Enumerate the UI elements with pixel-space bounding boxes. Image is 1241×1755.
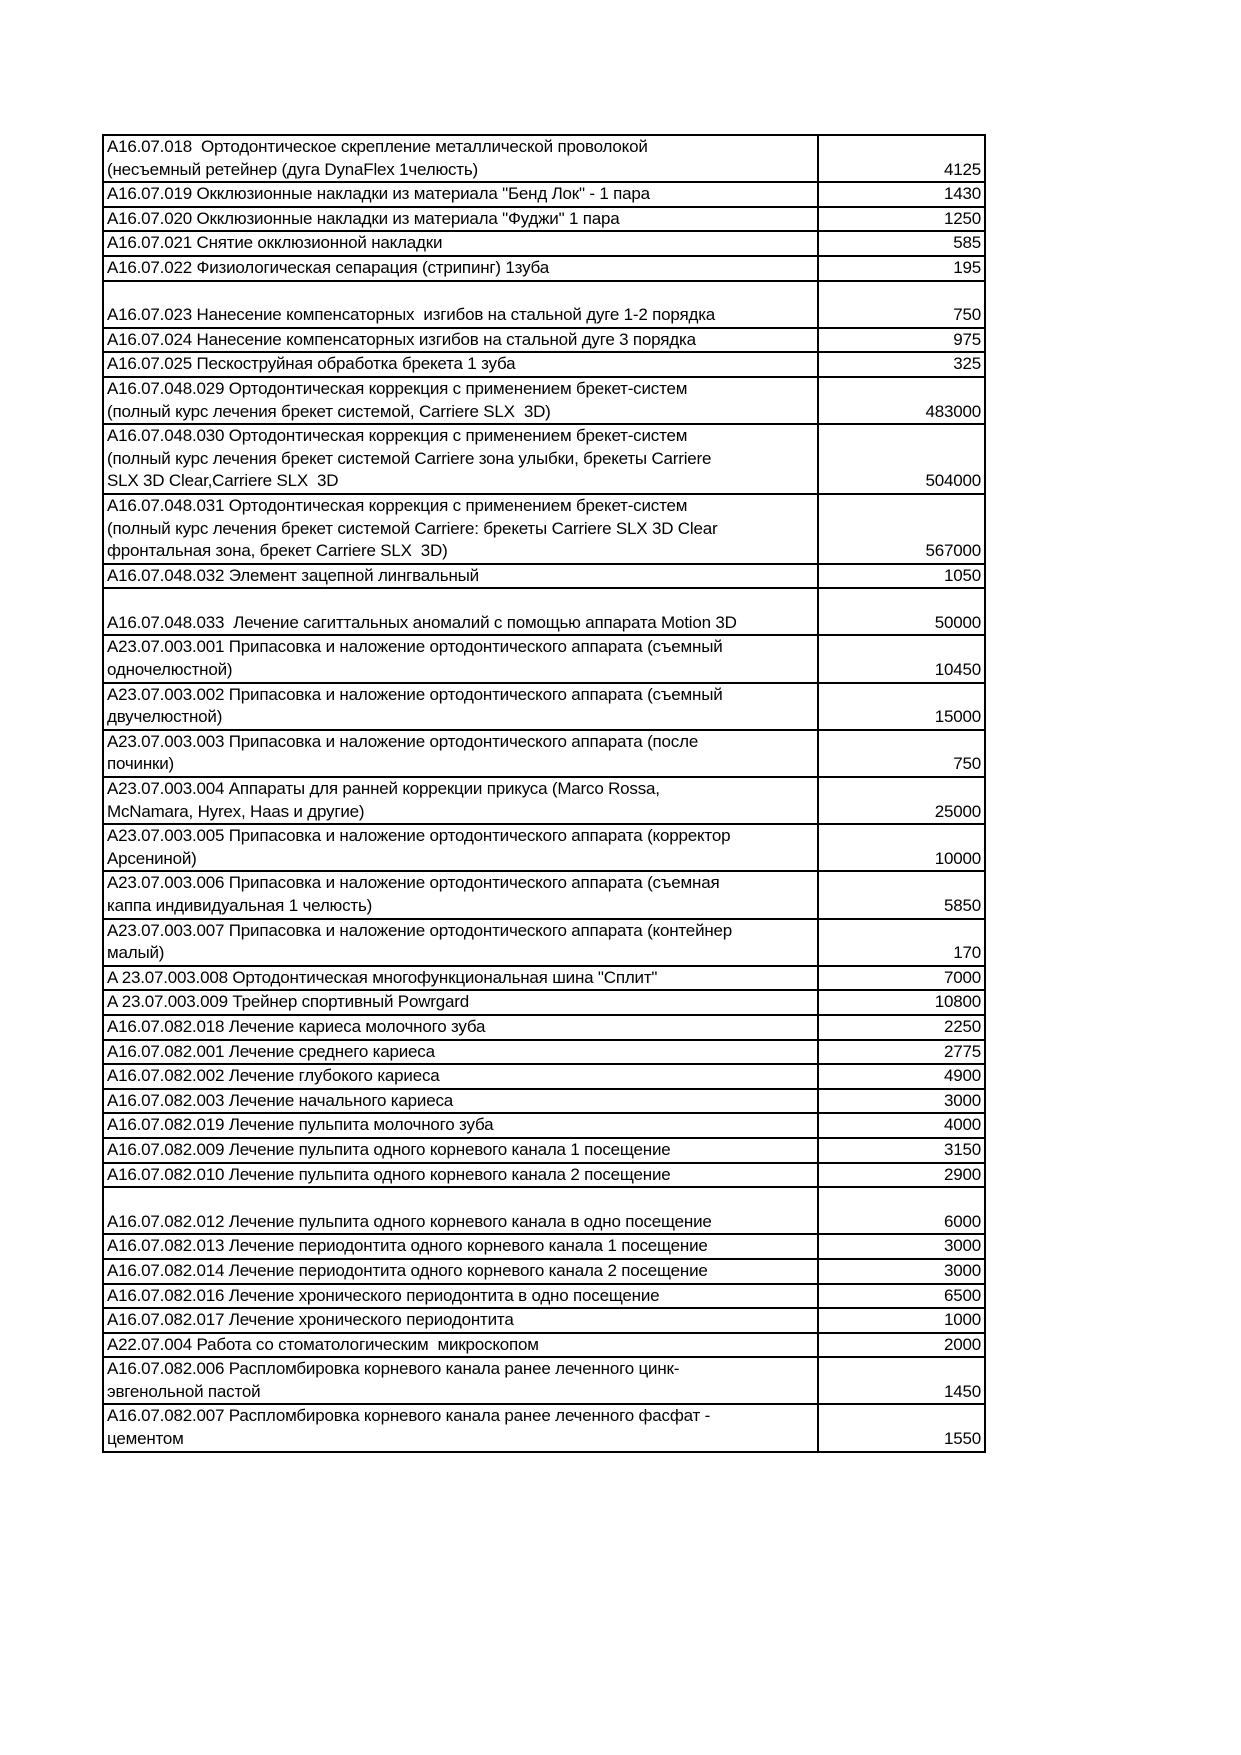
table-row bbox=[103, 231, 985, 256]
service-description-line: A16.07.082.017 Лечение хронического периодонтита bbox=[107, 1310, 514, 1330]
service-description-line: (полный курс лечения брекет системой, Carriere SLX 3D) bbox=[107, 401, 551, 421]
service-description-cell bbox=[103, 1259, 818, 1284]
service-description-cell bbox=[103, 1113, 818, 1138]
table-row bbox=[103, 1064, 985, 1089]
table-row bbox=[103, 1015, 985, 1040]
service-description-cell bbox=[103, 256, 818, 281]
table-row bbox=[103, 824, 985, 871]
price-cell: 15000 bbox=[818, 683, 985, 730]
service-description-cell bbox=[103, 281, 818, 328]
price-cell: 4000 bbox=[818, 1113, 985, 1138]
service-description-cell bbox=[103, 1015, 818, 1040]
service-description-line: A16.07.022 Физиологическая сепарация (стрипинг) 1зуба bbox=[107, 257, 549, 277]
price-cell: 50000 bbox=[818, 588, 985, 635]
service-description-line: починки) bbox=[107, 754, 175, 774]
service-description-line: A23.07.003.004 Аппараты для ранней коррекции прикуса (Marco Rossa, bbox=[107, 779, 660, 799]
service-description-cell bbox=[103, 564, 818, 589]
price-cell: 4900 bbox=[818, 1064, 985, 1089]
price-cell: 1000 bbox=[818, 1308, 985, 1333]
service-description-cell bbox=[103, 135, 818, 182]
price-cell: 3000 bbox=[818, 1234, 985, 1259]
table-row bbox=[103, 1187, 985, 1234]
service-description-line: (несъемный ретейнер (дуга DynaFlex 1челюсть) bbox=[107, 159, 478, 179]
service-description-cell bbox=[103, 1333, 818, 1358]
service-description-cell bbox=[103, 777, 818, 824]
service-description-line: A23.07.003.002 Припасовка и наложение ортодонтического аппарата (съемный bbox=[107, 684, 723, 704]
service-description-cell bbox=[103, 1163, 818, 1188]
table-row bbox=[103, 1284, 985, 1309]
service-description-cell bbox=[103, 1138, 818, 1163]
service-description-line: A16.07.082.002 Лечение глубокого кариеса bbox=[107, 1066, 440, 1086]
service-description-line: A22.07.004 Работа со стоматологическим микроскопом bbox=[107, 1334, 539, 1354]
price-list-table bbox=[102, 134, 986, 1453]
table-row bbox=[103, 1357, 985, 1404]
table-row bbox=[103, 281, 985, 328]
table-row bbox=[103, 1308, 985, 1333]
table-row bbox=[103, 494, 985, 564]
service-description-line: A16.07.082.006 Распломбировка корневого канала ранее леченного цинк- bbox=[107, 1359, 680, 1379]
table-row bbox=[103, 1089, 985, 1114]
service-description-line: A16.07.048.030 Ортодонтическая коррекция с применением брекет-систем bbox=[107, 426, 688, 446]
table-row bbox=[103, 1138, 985, 1163]
price-cell: 4125 bbox=[818, 135, 985, 182]
blank-line bbox=[107, 1188, 814, 1211]
price-cell: 750 bbox=[818, 281, 985, 328]
table-row bbox=[103, 871, 985, 918]
service-description-line: A23.07.003.001 Припасовка и наложение ортодонтического аппарата (съемный bbox=[107, 637, 723, 657]
table-row bbox=[103, 377, 985, 424]
service-description-line: A16.07.048.033 Лечение сагиттальных аномалий с помощью аппарата Motion 3D bbox=[107, 612, 737, 632]
table-row bbox=[103, 1234, 985, 1259]
table-row bbox=[103, 1333, 985, 1358]
price-cell: 504000 bbox=[818, 424, 985, 494]
price-cell: 483000 bbox=[818, 377, 985, 424]
service-description-line: A23.07.003.006 Припасовка и наложение ортодонтического аппарата (съемная bbox=[107, 873, 720, 893]
service-description-line: McNamara, Hyrex, Haas и другие) bbox=[107, 801, 365, 821]
price-cell: 6500 bbox=[818, 1284, 985, 1309]
blank-line bbox=[107, 282, 814, 305]
service-description-line: цементом bbox=[107, 1429, 184, 1449]
service-description-cell bbox=[103, 1089, 818, 1114]
price-cell: 10450 bbox=[818, 635, 985, 682]
service-description-line: малый) bbox=[107, 943, 165, 963]
price-cell: 585 bbox=[818, 231, 985, 256]
price-cell: 1050 bbox=[818, 564, 985, 589]
service-description-cell bbox=[103, 494, 818, 564]
service-description-cell bbox=[103, 182, 818, 207]
table-row bbox=[103, 730, 985, 777]
price-cell: 750 bbox=[818, 730, 985, 777]
service-description-line: A16.07.082.010 Лечение пульпита одного корневого канала 2 посещение bbox=[107, 1164, 671, 1184]
table-row bbox=[103, 564, 985, 589]
price-cell: 975 bbox=[818, 328, 985, 353]
table-row bbox=[103, 588, 985, 635]
service-description-line: A16.07.024 Нанесение компенсаторных изгибов на стальной дуге 3 порядка bbox=[107, 329, 696, 349]
service-description-line: A16.07.082.016 Лечение хронического периодонтита в одно посещение bbox=[107, 1285, 660, 1305]
service-description-line: A16.07.082.018 Лечение кариеса молочного зуба bbox=[107, 1016, 486, 1036]
table-row bbox=[103, 966, 985, 991]
service-description-line: SLX 3D Clear,Carriere SLX 3D bbox=[107, 471, 339, 491]
price-cell: 2250 bbox=[818, 1015, 985, 1040]
price-cell: 2000 bbox=[818, 1333, 985, 1358]
price-cell: 5850 bbox=[818, 871, 985, 918]
service-description-line: A16.07.082.009 Лечение пульпита одного корневого канала 1 посещение bbox=[107, 1139, 671, 1159]
table-row bbox=[103, 990, 985, 1015]
service-description-cell bbox=[103, 871, 818, 918]
service-description-line: A16.07.082.014 Лечение периодонтита одного корневого канала 2 посещение bbox=[107, 1260, 708, 1280]
service-description-line: (полный курс лечения брекет системой Carriere: брекеты Carriere SLX 3D Clear bbox=[107, 518, 718, 538]
service-description-line: A16.07.018 Ортодонтическое скрепление металлической проволокой bbox=[107, 137, 648, 156]
service-description-line: A16.07.082.012 Лечение пульпита одного корневого канала в одно посещение bbox=[107, 1211, 712, 1231]
price-cell: 7000 bbox=[818, 966, 985, 991]
price-cell: 10800 bbox=[818, 990, 985, 1015]
service-description-cell bbox=[103, 635, 818, 682]
service-description-line: двучелюстной) bbox=[107, 707, 223, 727]
service-description-line: каппа индивидуальная 1 челюсть) bbox=[107, 896, 373, 915]
service-description-line: A16.07.082.001 Лечение среднего кариеса bbox=[107, 1041, 435, 1061]
service-description-cell bbox=[103, 424, 818, 494]
service-description-line: (полный курс лечения брекет системой Carriere зона улыбки, брекеты Carriere bbox=[107, 448, 712, 468]
table-row bbox=[103, 1163, 985, 1188]
blank-line bbox=[107, 589, 814, 612]
table-row bbox=[103, 135, 985, 182]
table-row bbox=[103, 424, 985, 494]
service-description-line: A16.07.082.007 Распломбировка корневого канала ранее леченного фасфат - bbox=[107, 1406, 711, 1426]
table-row bbox=[103, 1040, 985, 1065]
service-description-line: A 23.07.003.008 Ортодонтическая многофункциональная шина "Сплит" bbox=[107, 967, 658, 987]
price-cell: 325 bbox=[818, 352, 985, 377]
service-description-cell bbox=[103, 683, 818, 730]
table-row bbox=[103, 1404, 985, 1451]
service-description-line: A16.07.021 Снятие окклюзионной накладки bbox=[107, 233, 443, 253]
service-description-line: A23.07.003.003 Припасовка и наложение ортодонтического аппарата (после bbox=[107, 731, 699, 751]
service-description-cell bbox=[103, 352, 818, 377]
service-description-cell bbox=[103, 1064, 818, 1089]
service-description-line: A16.07.020 Окклюзионные накладки из материала "Фуджи" 1 пара bbox=[107, 208, 620, 228]
service-description-cell bbox=[103, 1404, 818, 1451]
table-row bbox=[103, 256, 985, 281]
price-cell: 1430 bbox=[818, 182, 985, 207]
service-description-line: A16.07.048.029 Ортодонтическая коррекция с применением брекет-систем bbox=[107, 378, 688, 398]
service-description-line: A16.07.019 Окклюзионные накладки из материала "Бенд Лок" - 1 пара bbox=[107, 184, 650, 204]
price-cell: 2775 bbox=[818, 1040, 985, 1065]
price-cell: 1450 bbox=[818, 1357, 985, 1404]
service-description-line: A16.07.048.032 Элемент зацепной лингвальный bbox=[107, 565, 479, 585]
service-description-line: A23.07.003.007 Припасовка и наложение ортодонтического аппарата (контейнер bbox=[107, 920, 733, 940]
price-cell: 195 bbox=[818, 256, 985, 281]
service-description-cell bbox=[103, 1187, 818, 1234]
price-list-body bbox=[103, 135, 985, 1452]
service-description-line: A 23.07.003.009 Трейнер спортивный Powrgard bbox=[107, 992, 469, 1012]
price-cell: 170 bbox=[818, 919, 985, 966]
table-row bbox=[103, 328, 985, 353]
service-description-line: A16.07.082.019 Лечение пульпита молочного зуба bbox=[107, 1115, 494, 1135]
table-row bbox=[103, 919, 985, 966]
service-description-line: одночелюстной) bbox=[107, 660, 233, 680]
price-cell: 567000 bbox=[818, 494, 985, 564]
service-description-cell bbox=[103, 966, 818, 991]
service-description-cell bbox=[103, 1357, 818, 1404]
service-description-line: A16.07.048.031 Ортодонтическая коррекция с применением брекет-систем bbox=[107, 495, 688, 515]
price-cell: 6000 bbox=[818, 1187, 985, 1234]
table-row bbox=[103, 777, 985, 824]
price-cell: 1250 bbox=[818, 207, 985, 232]
service-description-cell bbox=[103, 377, 818, 424]
table-row bbox=[103, 1259, 985, 1284]
price-cell: 3000 bbox=[818, 1089, 985, 1114]
service-description-line: A16.07.023 Нанесение компенсаторных изгибов на стальной дуге 1-2 порядка bbox=[107, 305, 716, 325]
table-row bbox=[103, 352, 985, 377]
service-description-cell bbox=[103, 1284, 818, 1309]
service-description-line: A16.07.025 Пескоструйная обработка брекета 1 зуба bbox=[107, 354, 516, 374]
service-description-cell bbox=[103, 231, 818, 256]
service-description-line: эвгенольной пастой bbox=[107, 1381, 261, 1401]
service-description-cell bbox=[103, 588, 818, 635]
service-description-cell bbox=[103, 919, 818, 966]
service-description-line: A23.07.003.005 Припасовка и наложение ортодонтического аппарата (корректор bbox=[107, 826, 731, 846]
service-description-cell bbox=[103, 1234, 818, 1259]
table-row bbox=[103, 182, 985, 207]
service-description-cell bbox=[103, 1040, 818, 1065]
table-row bbox=[103, 635, 985, 682]
service-description-line: Арсениной) bbox=[107, 848, 197, 868]
service-description-cell bbox=[103, 990, 818, 1015]
table-row bbox=[103, 683, 985, 730]
service-description-cell bbox=[103, 1308, 818, 1333]
service-description-cell bbox=[103, 207, 818, 232]
price-cell: 10000 bbox=[818, 824, 985, 871]
table-row bbox=[103, 207, 985, 232]
service-description-line: A16.07.082.013 Лечение периодонтита одного корневого канала 1 посещение bbox=[107, 1236, 708, 1256]
table-row bbox=[103, 1113, 985, 1138]
service-description-line: фронтальная зона, брекет Carriere SLX 3D) bbox=[107, 541, 448, 561]
service-description-cell bbox=[103, 328, 818, 353]
price-cell: 25000 bbox=[818, 777, 985, 824]
service-description-cell bbox=[103, 824, 818, 871]
price-cell: 2900 bbox=[818, 1163, 985, 1188]
price-cell: 3000 bbox=[818, 1259, 985, 1284]
price-cell: 3150 bbox=[818, 1138, 985, 1163]
service-description-line: A16.07.082.003 Лечение начального кариеса bbox=[107, 1090, 454, 1110]
service-description-cell bbox=[103, 730, 818, 777]
price-cell: 1550 bbox=[818, 1404, 985, 1451]
